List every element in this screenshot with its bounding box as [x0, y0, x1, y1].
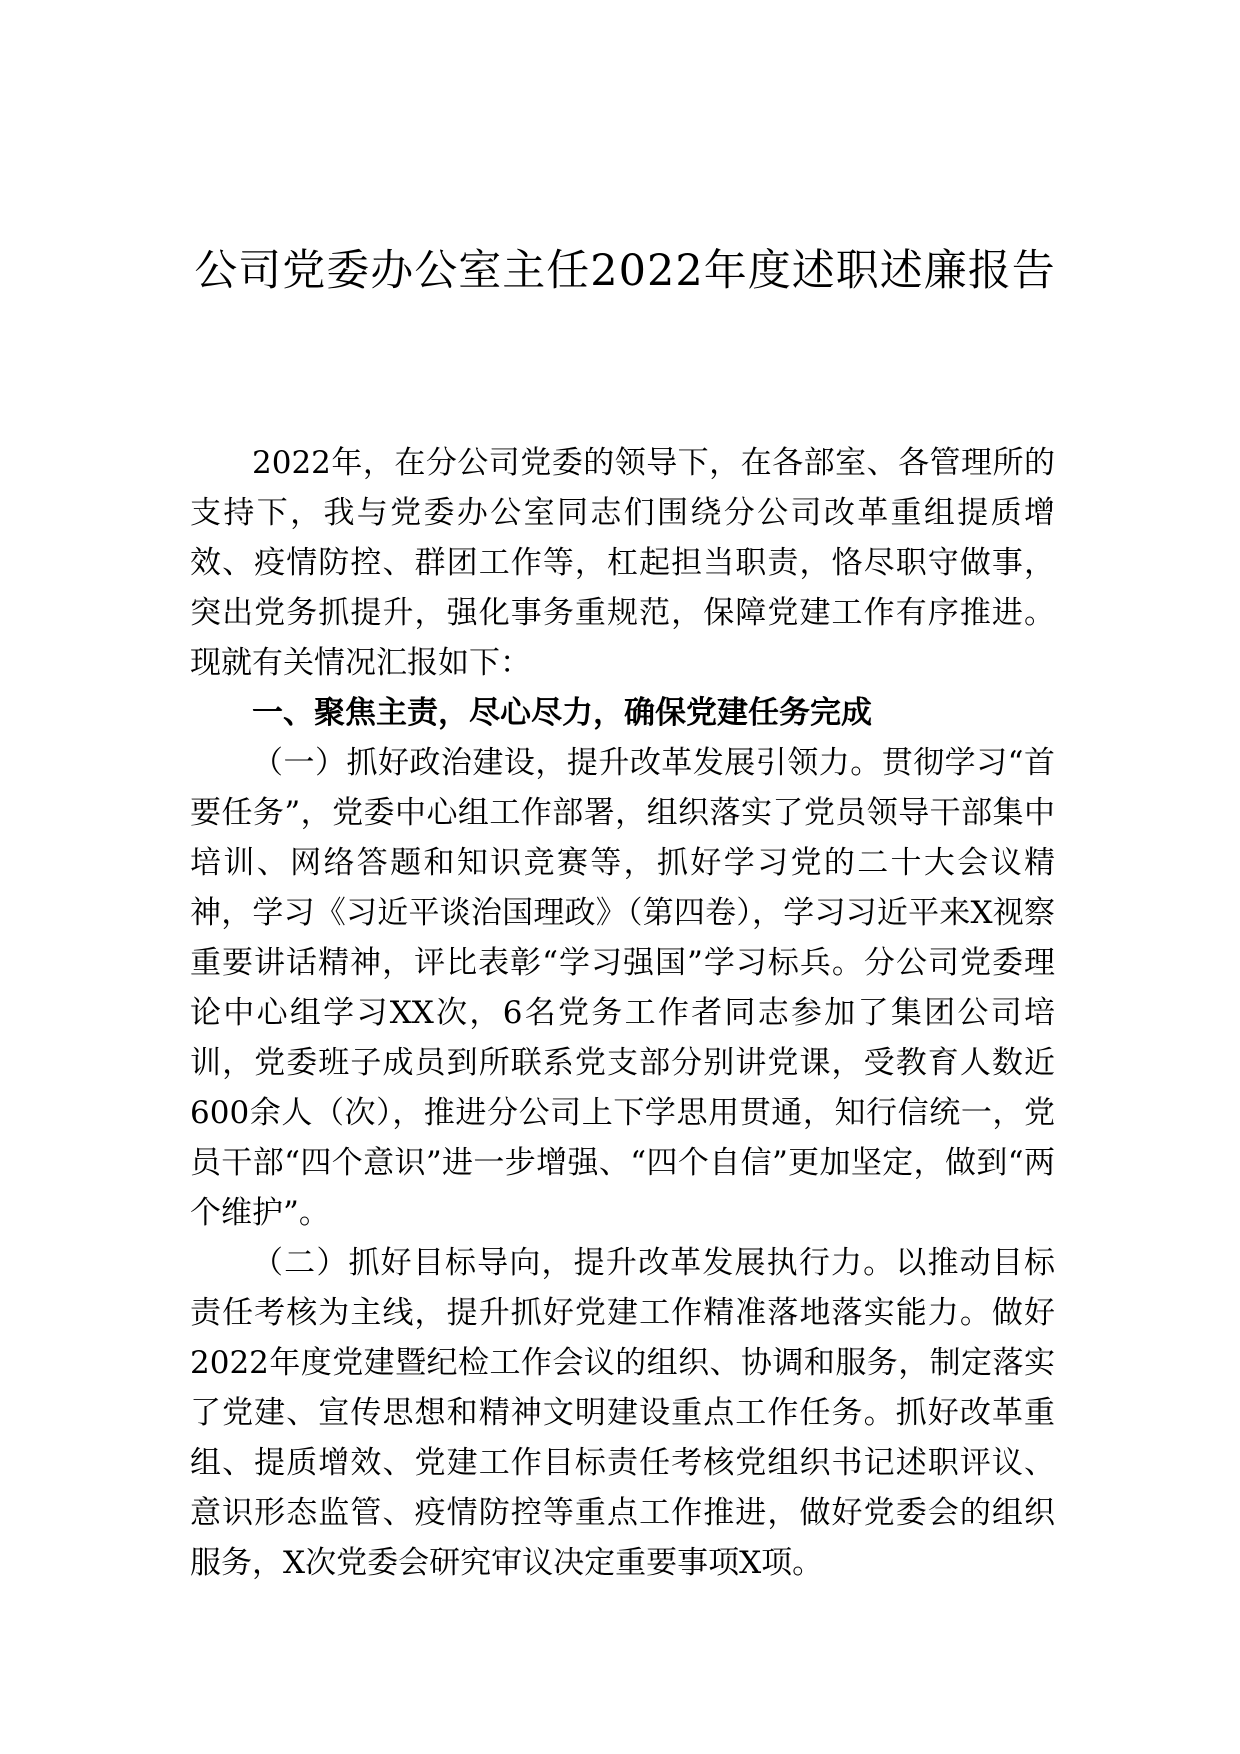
document-title: 公司党委办公室主任2022年度述职述廉报告	[194, 246, 1056, 296]
section-heading-1: 一、聚焦主责，尽心尽力，确保党建任务完成	[252, 695, 872, 731]
document-body	[190, 438, 1055, 1588]
subsection-paragraph-2: （二）抓好目标导向，提升改革发展执行力。以推动目标责任考核为主线，提升抓好党建工作精准落地落实能力。做好2022年度党建暨纪检工作会议的组织、协调和服务，制定落实了党建、宣传思想和精神文明建设重点工作任务。抓好改革重组、提质增效、党建工作目标责任考核党组织书记述职评议、意识形态监管、疫情防控等重点工作推进，做好党委会的组织服务，X次党委会研究审议决定重要事项X项。	[190, 1245, 1055, 1581]
title-block	[190, 225, 1060, 317]
intro-paragraph: 2022年，在分公司党委的领导下，在各部室、各管理所的支持下，我与党委办公室同志们围绕分公司改革重组提质增效、疫情防控、群团工作等，杠起担当职责，恪尽职守做事，突出党务抓提升，强化事务重规范，保障党建工作有序推进。现就有关情况汇报如下：	[190, 445, 1055, 681]
subsection-paragraph-1: （一）抓好政治建设，提升改革发展引领力。贯彻学习“首要任务”，党委中心组工作部署，组织落实了党员领导干部集中培训、网络答题和知识竞赛等，抓好学习党的二十大会议精神，学习《习近平谈治国理政》（第四卷），学习习近平来X视察重要讲话精神，评比表彰“学习强国”学习标兵。分公司党委理论中心组学习XX次，6名党务工作者同志参加了集团公司培训，党委班子成员到所联系党支部分别讲党课，受教育人数近600余人（次），推进分公司上下学思用贯通，知行信统一，党员干部“四个意识”进一步增强、“四个自信”更加坚定，做到“两个维护”。	[190, 745, 1055, 1231]
